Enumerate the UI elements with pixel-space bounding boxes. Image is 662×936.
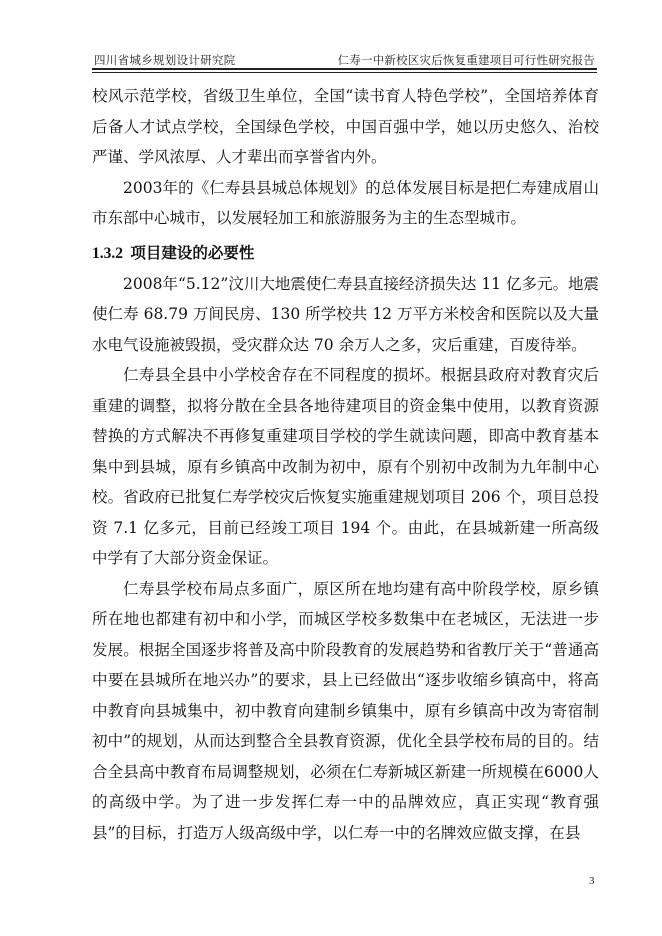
paragraph-earthquake-loss: 2008年“5.12”汶川大地震使仁寿县直接经济损失达 11 亿多元。地震使仁寿 68.79 万间民房、130 所学校共 12 万平方米校舍和医院以及大量水电气设施被毁损，受灾群众达 70 余万人之多，灾后重建，百废待举。	[92, 274, 599, 354]
page-number: 3	[589, 875, 595, 887]
section-title: 项目建设的必要性	[130, 242, 255, 262]
header-rule-thick	[92, 68, 597, 70]
page-body	[92, 81, 599, 848]
section-heading	[92, 238, 599, 269]
paragraph-reconstruction: 仁寿县全县中小学校舍存在不同程度的损坏。根据县政府对教育灾后重建的调整，拟将分散在全县各地待建项目的资金集中使用，以教育资源替换的方式解决不再修复重建项目学校的学生就读问题，即高中教育基本集中到县城，原有乡镇高中改制为初中，原有个别初中改制为九年制中心校。省政府已批复仁寿学校灾后恢复实施重建规划项目 206 个，项目总投资 7.1 亿多元，目前已经竣工项目 194 个。由此，在县城新建一所高级中学有了大部分资金保证。	[92, 366, 599, 567]
paragraph-master-plan: 2003年的《仁寿县县城总体规划》的总体发展目标是把仁寿建成眉山市东部中心城市，以发展轻加工和旅游服务为主的生态型城市。	[92, 178, 599, 227]
header-report-title: 仁寿一中新校区灾后恢复重建项目可行性研究报告	[337, 53, 595, 67]
header-institute: 四川省城乡规划设计研究院	[94, 53, 236, 67]
header-rule-thin	[92, 72, 597, 73]
section-number: 1.3.2	[92, 244, 123, 262]
paragraph-school-honors: 校风示范学校，省级卫生单位，全国“读书育人特色学校”，全国培养体育后备人才试点学校，全国绿色学校，中国百强中学，她以历史悠久、治校严谨、学风浓厚、人才辈出而享誉省内外。	[92, 87, 599, 166]
paragraph-school-layout: 仁寿县学校布局点多面广，原区所在地均建有高中阶段学校，原乡镇所在地也都建有初中和小学，而城区学校多数集中在老城区，无法进一步发展。根据全国逐步将普及高中阶段教育的发展趋势和省教厅关于“普通高中要在县城所在地兴办”的要求，县上已经做出“逐步收缩乡镇高中，将高中教育向县城集中，初中教育向建制乡镇集中，原有乡镇高中改为寄宿制初中”的规划，从而达到整合全县教育资源，优化全县学校布局的目的。结合全县高中教育布局调整规划，必须在仁寿新城区新建一所规模在6000人的高级中学。为了进一步发挥仁寿一中的品牌效应，真正实现“教育强县”的目标，打造万人级高级中学，以仁寿一中的名牌效应做支撑，在县	[92, 579, 599, 842]
page-header	[92, 50, 597, 68]
